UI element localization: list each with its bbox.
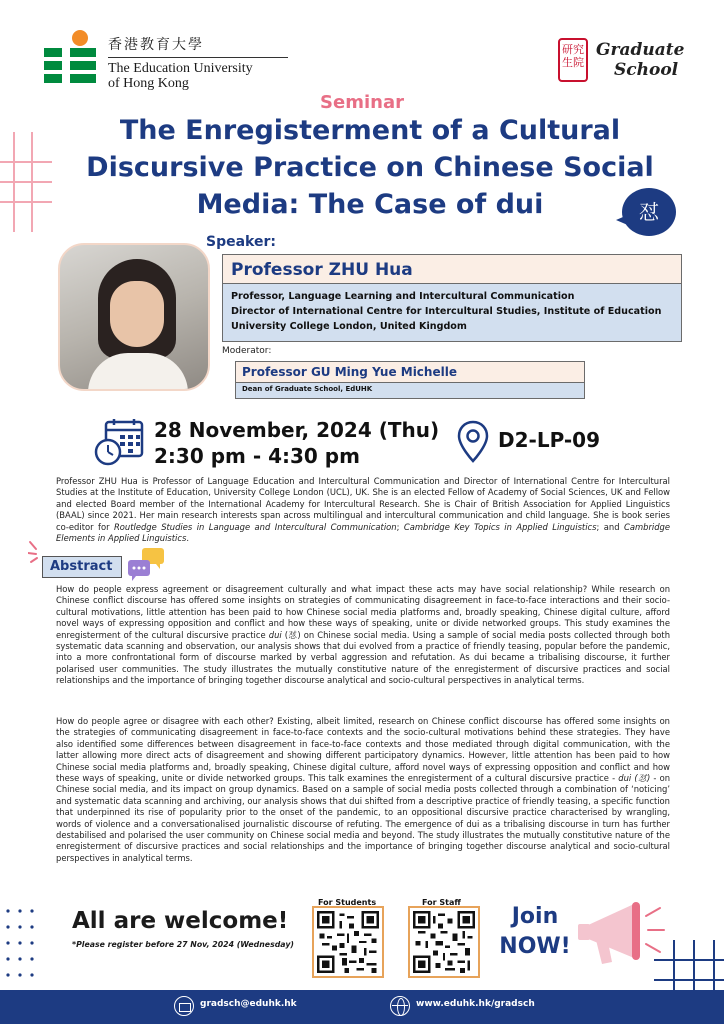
register-note: *Please register before 27 Nov, 2024 (Wednesday) — [72, 940, 294, 949]
welcome-text: All are welcome! — [72, 908, 289, 934]
qr-code-students[interactable] — [314, 908, 382, 976]
join-now-button[interactable] — [492, 902, 578, 962]
globe-icon — [390, 996, 410, 1016]
moderator-title-box — [235, 383, 585, 399]
qr-code-staff[interactable] — [410, 908, 478, 976]
dui-character: 怼 — [639, 200, 659, 224]
grid-decoration-right — [654, 910, 724, 1000]
moderator-title: Dean of Graduate School, EdUHK — [242, 385, 373, 393]
abstract-label: Abstract — [50, 559, 113, 574]
speaker-bio: Professor ZHU Hua is Professor of Language Education and Intercultural Communication and Director of International Centre for Intercultural Studies at the Institute of Education, University College London (UCL), UK. She is an elected Fellow of Academy of Social Sciences, UK and Fellow and elected Board member of the International Academy for Intercultural Research. She is Chair of British Association for Applied Linguistics (BAAL) since 2021. Her main research interests span across multilingual and intercultural communication and child language. She is book series co-editor for Routledge Studies in Language and Intercultural Communication; Cambridge Key Topics in Applied Linguistics; and Cambridge Elements in Applied Linguistics. — [56, 476, 670, 544]
qr-students-label: For Students — [318, 898, 377, 907]
moderator-name-box — [235, 361, 585, 383]
grid-decoration-left — [0, 132, 52, 232]
abstract-heading — [42, 556, 122, 578]
event-date: 28 November, 2024 (Thu) — [154, 418, 440, 442]
university-name-en-line2: of Hong Kong — [108, 76, 189, 91]
megaphone-icon — [574, 896, 666, 976]
speaker-title-line: Professor, Language Learning and Intercultural Communication — [231, 291, 575, 302]
university-name-zh: 香港教育大學 — [108, 37, 204, 53]
join-line2: NOW! — [499, 934, 571, 959]
speaker-title-line: University College London, United Kingdom — [231, 321, 467, 332]
speech-bubble-icon — [622, 188, 676, 236]
event-title: The Enregisterment of a Cultural Discursive Practice on Chinese Social Media: The Case of dui — [86, 115, 654, 220]
contact-email-link[interactable]: gradsch@eduhk.hk — [200, 999, 297, 1009]
graduate-school-seal-icon: 研究生院 — [558, 38, 588, 82]
abstract-paragraph-2: How do people agree or disagree with each other? Existing, albeit limited, research on Chinese conflict discourse has offered some insights on the strategies of communicating disagreement in face-to-face contexts and the socio-cultural motivations behind these strategies. They have also identified some differences between disagreement in face-to-face contexts and those mediated through digital communication, with the latter allowing more direct acts of disagreement and showing different participatory dynamics. However, little attention has been paid to how Chinese social media platforms and, broadly speaking, Chinese digital culture, afford novel ways of expressing opposition and conflict and how these ways of speaking, unite or divide networked groups. This talk examines the enregisterment of a cultural discursive practice - dui (怼) - on Chinese social media, and its impact on group dynamics. Based on a sample of social media posts collected through a combination of ‘noticing’ and systematic data scanning and archiving, our analysis shows that dui shifted from a descriptive practice of friendly teasing, a specific function that underpinned its rise of popularity prior to the onset of the pandemic, to an oppositional discursive practice characterised by wrangling, words of violence and a conversationalised journalistic discourse of refuting. The emergence of dui as a tribalising discourse in turn has further destabilised and polarised the user community on Chinese social media and beyond. The study illustrates the mutually constitutive nature of the enregisterment of discursive practices and social relationships and the importance of bringing together discourse analytical and socio-cultural perspectives in analytical terms. — [56, 716, 671, 863]
speaker-titles — [222, 284, 682, 342]
moderator-label: Moderator: — [222, 346, 272, 356]
graduate-school-logo — [558, 38, 688, 88]
calendar-clock-icon — [94, 418, 146, 468]
graduate-school-line1: Graduate — [596, 40, 685, 60]
event-venue: D2-LP-09 — [498, 428, 601, 452]
speaker-name: Professor ZHU Hua — [231, 260, 413, 280]
university-name-en-line1: The Education University — [108, 61, 253, 76]
eduhk-logo — [42, 30, 262, 90]
eduhk-logo-icon — [42, 30, 98, 86]
logo-divider — [108, 57, 288, 58]
website-link[interactable]: www.eduhk.hk/gradsch — [416, 999, 535, 1009]
speaker-label: Speaker: — [206, 234, 276, 250]
footer-bar — [0, 990, 724, 1024]
speaker-title-line: Director of International Centre for Intercultural Studies, Institute of Education — [231, 306, 662, 317]
location-pin-icon — [456, 420, 490, 464]
qr-code-icon — [317, 911, 379, 973]
speaker-photo — [58, 243, 210, 391]
event-time: 2:30 pm - 4:30 pm — [154, 444, 360, 468]
abstract-paragraph-1: How do people express agreement or disagreement culturally and what impact these acts may have social relationship? While research on Chinese conflict discourse has offered some insights on strategies of communicating disagreement in face-to-face interactions and their socio-cultural motivations, little attention has been paid to how Chinese social media platforms and, broadly speaking, Chinese digital culture, afford novel ways of expressing opposition and conflict and how these ways of speaking, unite or divide networked groups. This study examines the enregisterment of the cultural discursive practice dui (怼) on Chinese social media. Using a sample of social media posts collected through both systematic data scanning and observation, our analysis shows that dui evolved from a practice of friendly teasing, popular before the pandemic, into a more confrontational form of discourse marked by verbal aggression and refutation. As dui became a tribalising discourse, it further polarised user communities. The study illustrates the mutually constitutive nature of the enregisterment of discursive practices and social relationships and the importance of bringing together discourse analytical and socio-cultural perspectives in analytical terms. — [56, 584, 671, 686]
join-line1: Join — [511, 904, 559, 929]
moderator-name: Professor GU Ming Yue Michelle — [242, 365, 457, 379]
mail-icon — [174, 996, 194, 1016]
qr-staff-label: For Staff — [422, 898, 461, 907]
graduate-school-line2: School — [614, 60, 679, 80]
qr-code-icon — [413, 911, 475, 973]
event-type: Seminar — [320, 92, 404, 113]
chat-bubbles-icon — [126, 548, 166, 584]
speaker-name-box — [222, 254, 682, 284]
